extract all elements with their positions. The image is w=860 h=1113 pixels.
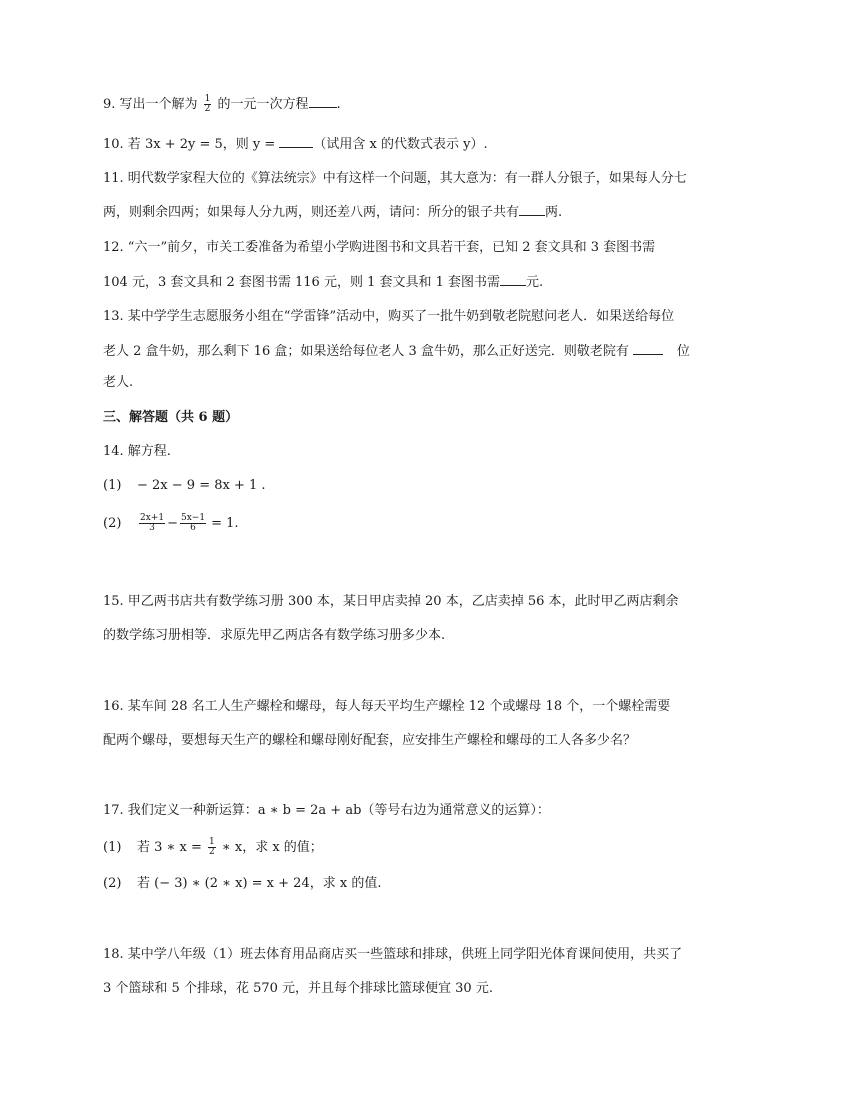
- question-16-line-2: 配两个螺母，要想每天生产的螺栓和螺母刚好配套，应安排生产螺栓和螺母的工人各多少名？: [103, 733, 637, 748]
- question-18-line-1: 18. 某中学八年级（1）班去体育用品商店买一些篮球和排球，供班上同学阳光体育课间使用，共买了: [103, 947, 683, 962]
- answer-blank: [309, 93, 337, 108]
- question-12-line-1: 12. “六一”前夕，市关工委准备为希望小学购进图书和文具若干套，已知 2 套文具和 3 套图书需: [103, 240, 656, 255]
- fraction: $\frac{5x-1}{6}$: [180, 513, 206, 533]
- question-13-line-1: 13. 某中学学生志愿服务小组在“学雷锋”活动中，购买了一批牛奶到敬老院慰问老人．如果送给每位: [103, 309, 675, 324]
- section-heading: 三、解答题（共 6 题）: [103, 410, 239, 425]
- question-12-line-2: 104 元，3 套文具和 2 套图书需 116 元，则 1 套文具和 1 套图书需 元.: [103, 271, 543, 293]
- answer-blank: [500, 271, 526, 286]
- question-13-line-2: 老人 2 盒牛奶，那么剩下 16 盒；如果送给每位老人 3 盒牛奶，那么正好送完．则敬老院有 位: [103, 340, 690, 362]
- answer-blank: [633, 340, 663, 355]
- question-14-title: 14. 解方程.: [103, 444, 171, 459]
- question-14-part-2: (2) $\frac{2x+1}{3}$ − $\frac{5x-1}{6}$ = 1.: [103, 513, 239, 533]
- question-11-line-1: 11. 明代数学家程大位的《算法统宗》中有这样一个问题，其大意为：有一群人分银子，如果每人分七: [103, 171, 687, 186]
- question-17-part-1: (1) 若 3 ∗ x = $\frac{1}{2}$ ∗ x，求 x 的值；: [103, 837, 323, 857]
- question-16-line-1: 16. 某车间 28 名工人生产螺栓和螺母，每人每天平均生产螺栓 12 个或螺母 18 个，一个螺栓需要: [103, 699, 671, 714]
- question-18-line-2: 3 个篮球和 5 个排球，花 570 元，并且每个排球比篮球便宜 30 元.: [103, 981, 493, 996]
- question-14-part-1: (1) − 2x − 9 = 8x + 1 .: [103, 478, 266, 493]
- question-11-line-2: 两，则剩余四两；如果每人分九两，则还差八两，请问：所分的银子共有 两.: [103, 201, 562, 223]
- fraction: $\frac{1}{2}$: [209, 837, 215, 857]
- question-13-line-3: 老人.: [103, 375, 134, 390]
- question-17-part-2: (2) 若 (− 3) ∗ (2 ∗ x) = x + 24，求 x 的值.: [103, 876, 382, 891]
- answer-blank: [519, 201, 545, 216]
- question-10: 10. 若 3x + 2y = 5，则 y = （试用含 x 的代数式表示 y）.: [103, 133, 488, 155]
- question-15-line-1: 15. 甲乙两书店共有数学练习册 300 本，某日甲店卖掉 20 本，乙店卖掉 56 本，此时甲乙两店剩余: [103, 594, 679, 609]
- fraction: $\frac{2x+1}{3}$: [140, 513, 165, 533]
- question-15-line-2: 的数学练习册相等．求原先甲乙两店各有数学练习册多少本.: [103, 628, 446, 643]
- question-17-title: 17. 我们定义一种新运算：a ∗ b = 2a + ab（等号右边为通常意义的运算）：: [103, 803, 550, 818]
- question-9: 9. 写出一个解为 $\frac{1}{2}$ 的一元一次方程 .: [103, 94, 341, 114]
- answer-blank: [279, 133, 313, 148]
- fraction: $\frac{1}{2}$: [204, 94, 211, 114]
